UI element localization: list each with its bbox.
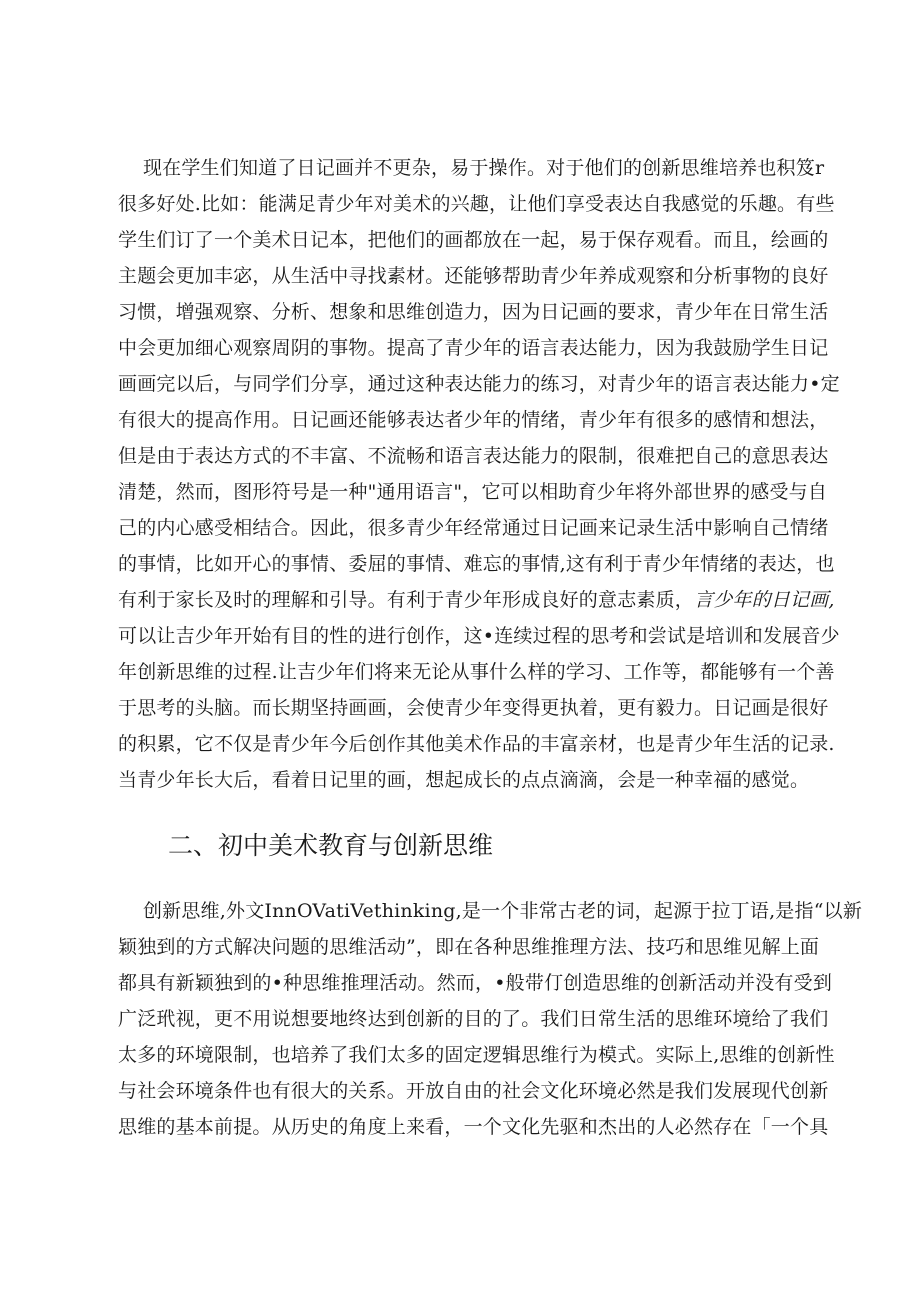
text-line: 学生们订了一个美术日记本，把他们的画都放在一起，易于保存观看。而且，绘画的 <box>118 229 829 251</box>
text-line: 太多的环境限制，也培养了我们太多的固定逻辑思维行为模式。实际上,思维的创新性 <box>118 1044 835 1066</box>
text-line: 与社会环境条件也有很大的关系。开放自由的社会文化环境必然是我们发展现代创新 <box>118 1080 829 1102</box>
body-paragraph-creative-thinking <box>118 893 863 1145</box>
text-line: 很多好处.比如：能满足青少年对美术的兴趣，让他们享受表达自我感觉的乐趣。有些 <box>118 193 835 215</box>
text-line-mixed <box>118 582 835 618</box>
text-line: 都具有新颖独到的•种思维推理活动。然而，•般带仃创造思维的创新活动并没有受到 <box>118 972 833 994</box>
text-line: 现在学生们知道了日记画并不更杂，易于操作。对于他们的创新思维培养也积笈r <box>118 157 825 179</box>
text-line: 广泛玳视，更不用说想要地终达到创新的目的了。我们日常生活的思维环境给了我们 <box>118 1008 829 1030</box>
text-line: 己的内心感受相结合。因此，很多青少年经常通过日记画来记录生活中影响自己情绪 <box>118 517 829 539</box>
text-line: 但是由于表达方式的不丰富、不流畅和语言表达能力的限制，很难把自己的意思表达 <box>118 445 829 467</box>
text-line: 中会更加细心观察周阴的事物。提高了青少年的语言表达能力，因为我鼓励学生日记 <box>118 337 829 359</box>
text-line: 的事情，比如开心的事情、委屈的事情、难忘的事情,这有利于青少年情绪的表达，也 <box>118 553 835 575</box>
section-heading: 二、初中美术教育与创新思维 <box>168 831 494 860</box>
text-line: 思维的基本前提。从历史的角度上来看，一个文化先驱和杰出的人必然存在「一个具 <box>118 1116 829 1138</box>
text-line: 于思考的头脑。而长期坚持画画，会使青少年变得更执着，更有毅力。日记画是很好 <box>118 697 829 719</box>
text-line: 当青少年长大后，看着日记里的画，想起成长的点点滴滴，会是一种幸福的感觉。 <box>118 769 810 791</box>
text-line: 清楚，然而，图形符号是一种"通用语言"，它可以相助育少年将外部世界的感受与自 <box>118 481 828 503</box>
text-line: 颖独到的方式解决问题的思维活动”，即在各种思维推理方法、技巧和思维见解上面 <box>118 936 820 958</box>
text-line: 画画完以后，与同学们分享，通过这种表达能力的练习，对青少年的语言表达能力•定 <box>118 373 840 395</box>
text-segment: 有利于家长及时的理解和引导。有利于青少年形成良好的意志素质， <box>118 589 695 611</box>
text-line: 的积累，它不仅是青少年今后创作其他美术作品的丰富亲材，也是青少年生活的记录. <box>118 733 835 755</box>
text-line: 创新思维,外文InnOVatiVethinking,是一个非常古老的词，起源于拉丁语,是指“以新 <box>118 900 863 922</box>
text-line: 主题会更加丰宓，从生活中寻找素材。还能够帮助青少年养成观察和分析事物的良好 <box>118 265 829 287</box>
text-line: 习惯，增强观察、分析、想象和思维创造力，因为日记画的要求，青少年在日常生活 <box>118 301 829 323</box>
body-paragraph-diary-drawing <box>118 150 840 798</box>
italic-text-segment: 言少年的日记画, <box>694 589 835 611</box>
text-line: 可以让吉少年开始有目的性的进行创作，这•连续过程的思考和尝试是培训和发展音少 <box>118 625 840 647</box>
text-line: 有很大的提高作用。日记画还能够表达者少年的情绪，青少年有很多的感情和想法， <box>118 409 829 431</box>
text-line: 年创新思维的过程.让吉少年们将来无论从事什么样的学习、工作等，都能够有一个善 <box>118 661 835 683</box>
